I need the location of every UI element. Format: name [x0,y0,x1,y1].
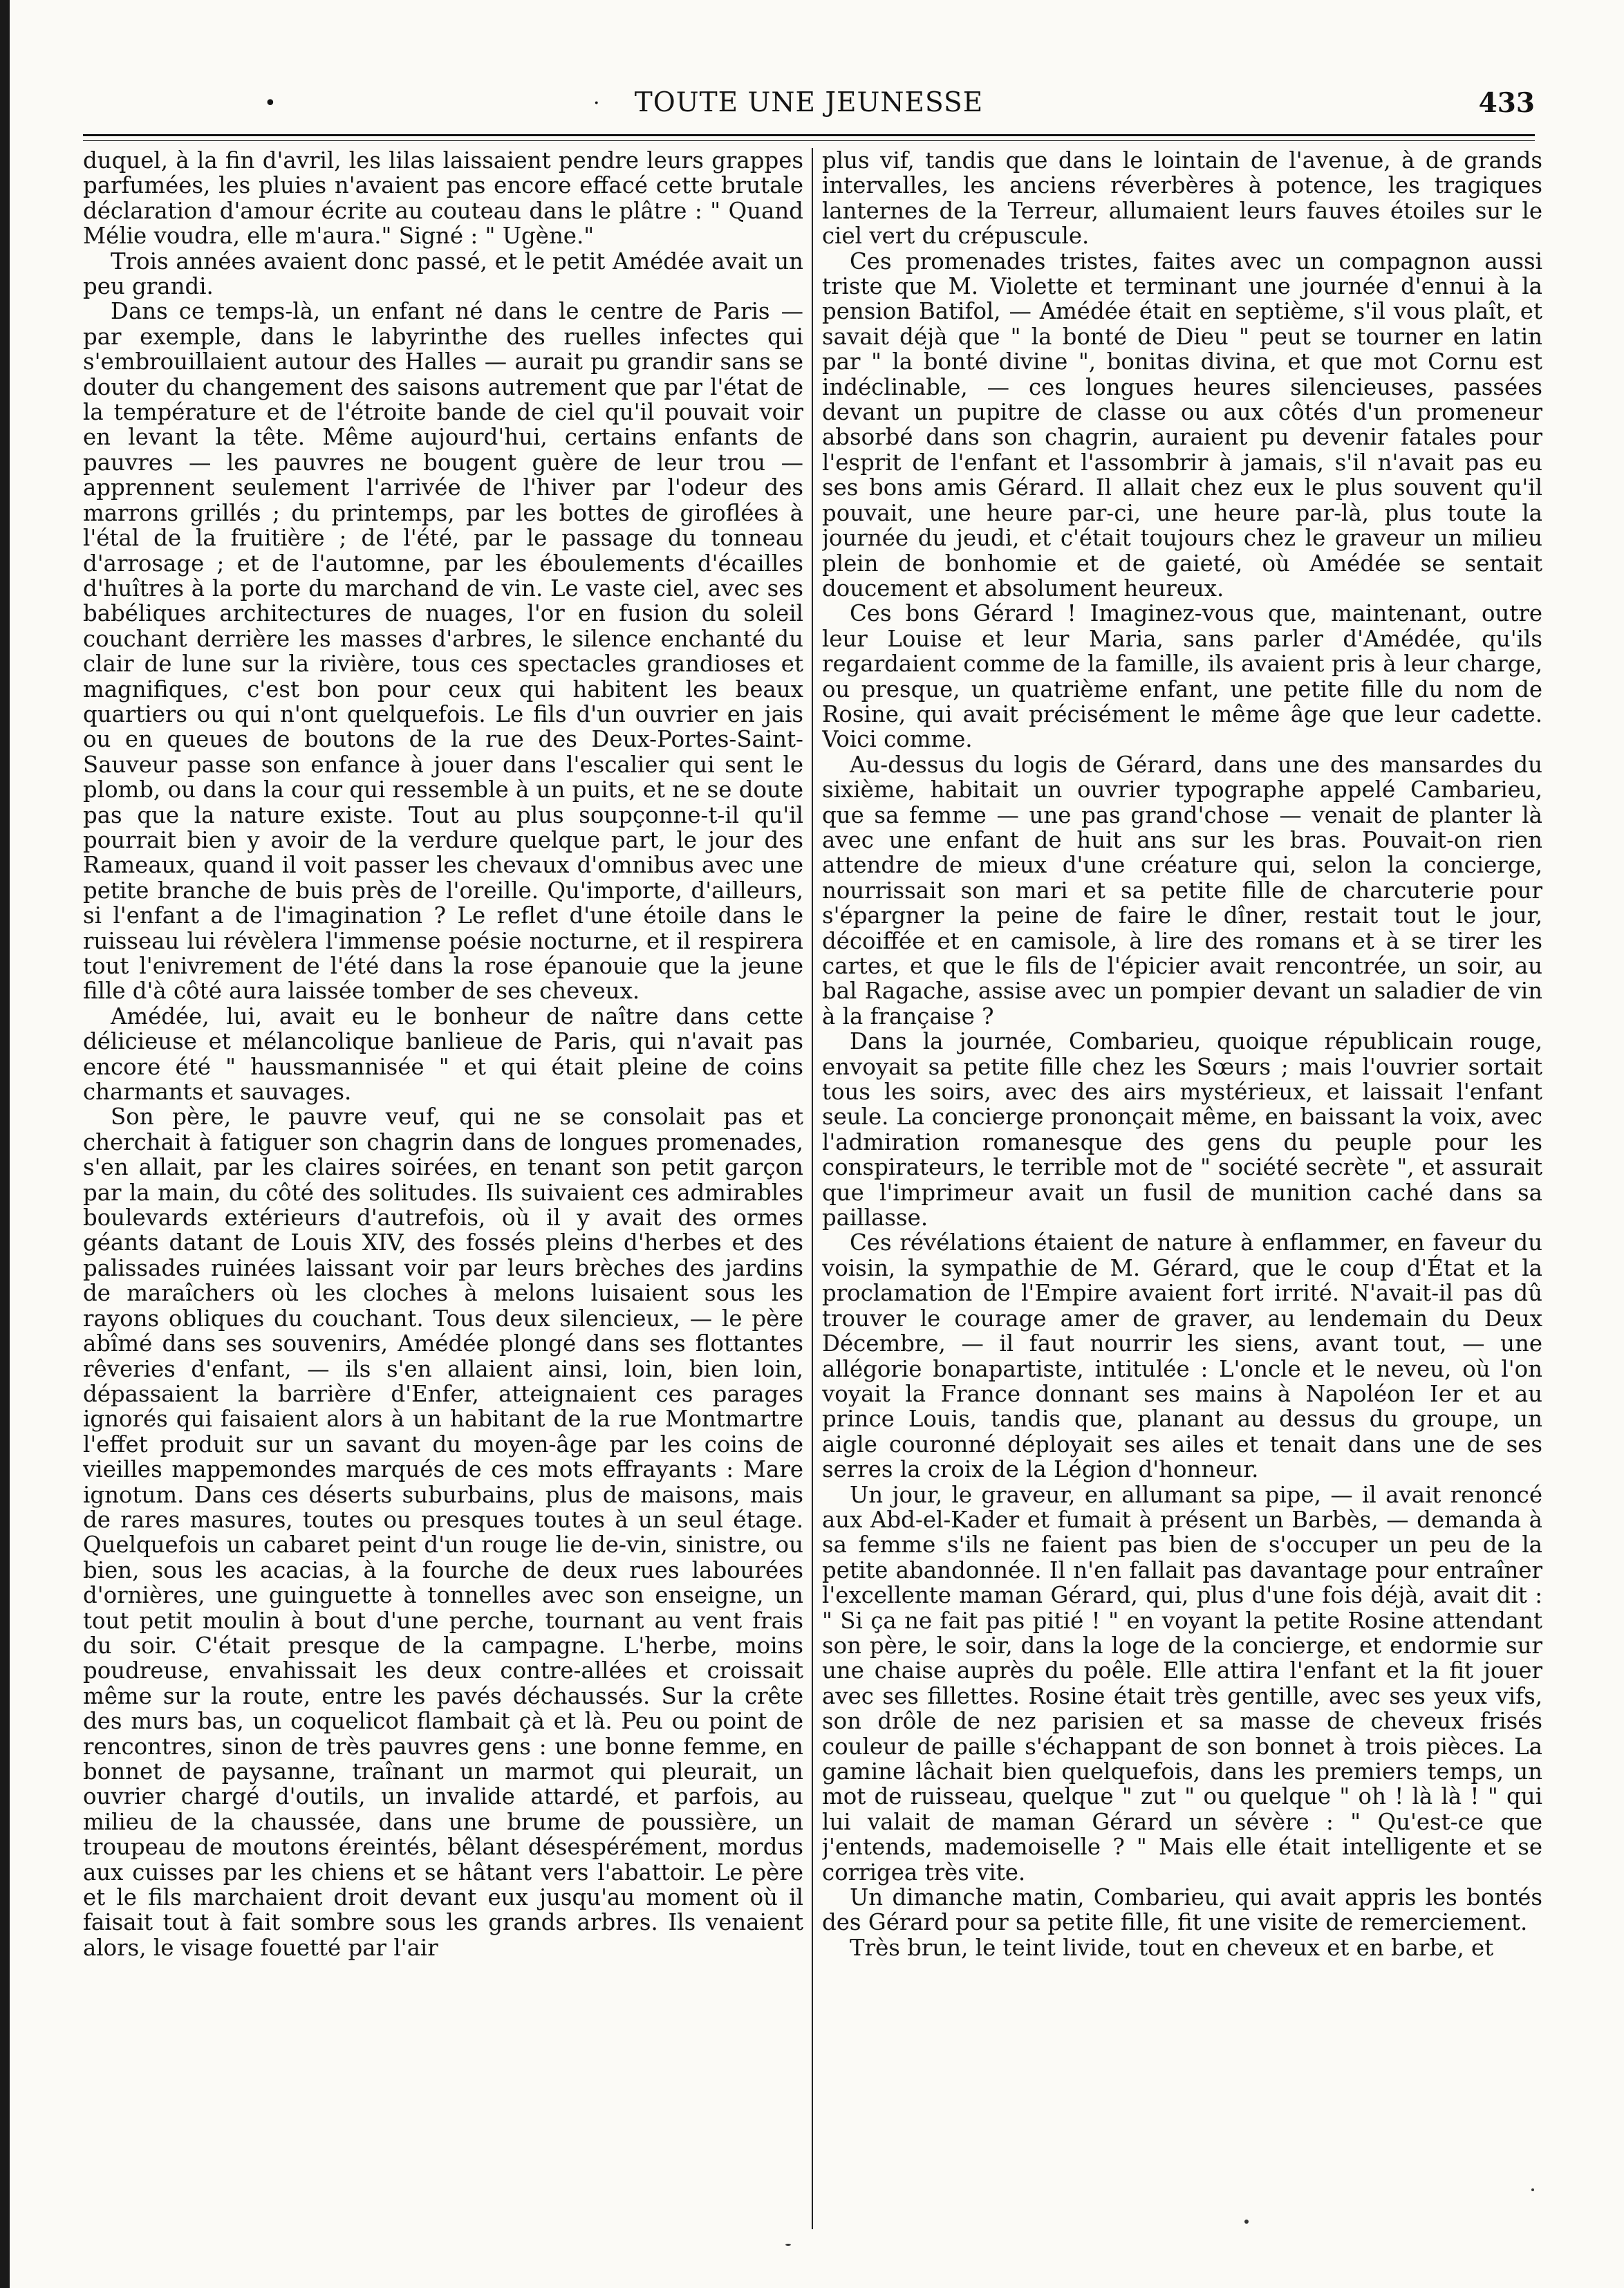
page-header [83,82,1535,130]
paragraph: Un dimanche matin, Combarieu, qui avait appris les bontés des Gérard pour sa petite fille, fit une visite de remerciement. [822,1884,1542,1936]
ornament-dot: · [593,91,600,115]
left-column [83,148,803,2236]
ornament-dot: • [264,91,277,115]
header-rule [83,134,1535,136]
binding-edge [0,0,10,2288]
print-speck [785,2244,791,2246]
right-column [822,148,1542,2236]
paragraph: plus vif, tandis que dans le lointain de l'avenue, à de grands intervalles, les anciens réverbères à potence, les tragiques lanternes de la Terreur, allumaient leurs fauves étoiles sur le ciel vert du crépuscule. [822,148,1542,250]
paragraph: Au-dessus du logis de Gérard, dans une des mansardes du sixième, habitait un ouvrier typographe appelé Cambarieu, que sa femme — une pas grand'chose — venait de planter là avec une enfant de huit ans sur les bras. Pouvait-on rien attendre de mieux d'une créature qui, selon la concierge, nourrissait son mari et sa petite fille de charcuterie pour s'épargner la peine de faire le dîner, restait tout le jour, décoiffée et en camisole, à lire des romans et à se tirer les cartes, et que le fils de l'épicier avait rencontrée, un soir, au bal Ragache, assise avec un pompier devant un saladier de vin à la française ? [822,751,1542,1030]
running-title: TOUTE UNE JEUNESSE [634,87,984,118]
paragraph: Son père, le pauvre veuf, qui ne se consolait pas et cherchait à fatiguer son chagrin dans de longues promenades, s'en allait, par les claires soirées, en tenant son petit garçon par la main, du côté des solitudes. Ils suivaient ces admirables boulevards extérieurs d'autrefois, où il y avait des ormes géants datant de Louis XIV, des fossés pleins d'herbes et des palissades ruinées laissant voir par leurs brèches des jardins de maraîchers où les cloches à melons luisaient sous les rayons obliques du couchant. Tous deux silencieux, — le père abîmé dans ses souvenirs, Amédée plongé dans ses flottantes rêveries d'enfant, — ils s'en allaient ainsi, loin, bien loin, dépassaient la barrière d'Enfer, atteignaient ces parages ignorés qui faisaient alors à un habitant de la rue Montmartre l'effet produit sur un savant du moyen-âge par les coins de vieilles mappemondes marqués de ces mots effrayants : Mare ignotum. Dans ces déserts suburbains, plus de maisons, mais de rares masures, toutes ou presques toutes à un seul étage. Quelquefois un cabaret peint d'un rouge lie de-vin, sinistre, ou bien, sous les acacias, à la fourche de deux rues labourées d'ornières, une guinguette à tonnelles avec son enseigne, un tout petit moulin à bout d'une perche, tournant au vent frais du soir. C'était presque de la campagne. L'herbe, moins poudreuse, envahissait les deux contre-allées et croissait même sur la route, entre les pavés déchaussés. Sur la crête des murs bas, un coquelicot flambait çà et là. Peu ou point de rencontres, sinon de très pauvres gens : une bonne femme, en bonnet de paysanne, traînant un marmot qui pleurait, un ouvrier chargé d'outils, un invalide attardé, et parfois, au milieu de la chaussée, dans une brume de poussière, un troupeau de moutons éreintés, bêlant désespérément, mordus aux cuisses par les chiens et se hâtant vers l'abattoir. Le père et le fils marchaient droit devant eux jusqu'au moment où il faisait tout à fait sombre sous les grands arbres. Ils venaient alors, le visage fouetté par l'air [83,1104,803,1961]
print-speck [1244,2220,1249,2224]
paragraph: Ces bons Gérard ! Imaginez-vous que, maintenant, outre leur Louise et leur Maria, sans parler d'Amédée, qu'ils regardaient comme de la famille, ils avaient pris à leur charge, ou presque, un quatrième enfant, une petite fille du nom de Rosine, qui avait précisément le même âge que leur cadette. Voici comme. [822,600,1542,753]
column-divider [812,148,813,2229]
paragraph: Un jour, le graveur, en allumant sa pipe, — il avait renoncé aux Abd-el-Kader et fumait à présent un Barbès, — demanda à sa femme s'ils ne faient pas bien de s'occuper un peu de la petite abandonnée. Il n'en fallait pas davantage pour entraîner l'excellente maman Gérard, qui, plus d'une fois déjà, avait dit : " Si ça ne fait pas pitié ! " en voyant la petite Rosine attendant son père, le soir, dans la loge de la concierge, et endormie sur une chaise auprès du poêle. Elle attira l'enfant et la fit jouer avec ses fillettes. Rosine était très gentille, avec ses yeux vifs, son drôle de nez parisien et sa masse de cheveux frisés couleur de paille s'échappant de son bonnet à trois pièces. La gamine lâchait bien quelquefois, dans les premiers temps, un mot de ruisseau, quelque " zut " ou quelque " oh ! là là ! " qui lui valait de maman Gérard un sévère : " Qu'est-ce que j'entends, mademoiselle ? " Mais elle était intelligente et se corrigea très vite. [822,1481,1542,1886]
paragraph: duquel, à la fin d'avril, les lilas laissaient pendre leurs grappes parfumées, les pluies n'avaient pas encore effacé cette brutale déclaration d'amour écrite au couteau dans le plâtre : " Quand Mélie voudra, elle m'aura." Signé : " Ugène." [83,148,803,250]
paragraph: Très brun, le teint livide, tout en cheveux et en barbe, et [850,1934,1494,1961]
paragraph: Amédée, lui, avait eu le bonheur de naître dans cette délicieuse et mélancolique banlieue de Paris, qui n'avait pas encore été " haussmannisée " et qui était pleine de coins charmants et sauvages. [83,1003,803,1106]
paragraph: Dans la journée, Combarieu, quoique républicain rouge, envoyait sa petite fille chez les Sœurs ; mais l'ouvrier sortait tous les soirs, avec des airs mystérieux, et laissait l'enfant seule. La concierge prononçait même, en baissant la voix, avec l'admiration romanesque des gens du peuple pour les conspirateurs, le terrible mot de " société secrète ", et assurait que l'imprimeur avait un fusil de munition caché dans sa paillasse. [822,1028,1542,1231]
paragraph: Trois années avaient donc passé, et le petit Amédée avait un peu grandi. [83,248,803,300]
paragraph: Dans ce temps-là, un enfant né dans le centre de Paris — par exemple, dans le labyrinthe des ruelles infectes qui s'embrouillaient autour des Halles — aurait pu grandir sans se douter du changement des saisons autrement que par l'état de la température et de l'étroite bande de ciel qu'il pouvait voir en levant la tête. Même aujourd'hui, certains enfants de pauvres — les pauvres ne bougent guère de leur trou — apprennent seulement l'arrivée de l'hiver par l'odeur des marrons grillés ; du printemps, par les bottes de giroflées à l'étal de la fruitière ; de l'été, par le passage du tonneau d'arrosage ; et de l'automne, par les éboulements d'écailles d'huîtres à la porte du marchand de vin. Le vaste ciel, avec ses babéliques architectures de nuages, l'or en fusion du soleil couchant derrière les masses d'arbres, le silence enchanté du clair de lune sur la rivière, tous ces spectacles grandioses et magnifiques, c'est bon pour ceux qui habitent les beaux quartiers ou qui n'ont quelquefois. Le fils d'un ouvrier en jais ou en queues de boutons de la rue des Deux-Portes-Saint-Sauveur passe son enfance à jouer dans l'escalier qui sent le plomb, ou dans la cour qui ressemble à un puits, et ne se doute pas que la nature existe. Tout au plus soupçonne-t-il qu'il pourrait bien y avoir de la verdure quelque part, le jour des Rameaux, quand il voit passer les chevaux d'omnibus avec une petite branche de buis près de l'oreille. Qu'importe, d'ailleurs, si l'enfant a de l'imagination ? Le reflet d'une étoile dans le ruisseau lui révèlera l'immense poésie nocturne, et il respirera tout l'enivrement de l'été dans la rose épanouie que la jeune fille d'à côté aura laissée tomber de ses cheveux. [83,298,803,1005]
header-rule-thin [83,140,1535,141]
print-speck [1531,2188,1534,2191]
paragraph: Ces révélations étaient de nature à enflammer, en faveur du voisin, la sympathie de M. Gérard, que le coup d'État et la proclamation de l'Empire avaient fort irrité. N'avait-il pas dû trouver le courage amer de graver, au lendemain du Deux Décembre, — il faut nourrir les siens, avant tout, — une allégorie bonapartiste, intitulée : L'oncle et le neveu, où l'on voyait la France donnant ses mains à Napoléon Ier et au prince Louis, tandis que, planant au dessus du groupe, un aigle couronné déployait ses ailes et tenait dans une de ses serres la croix de la Légion d'honneur. [822,1229,1542,1483]
page-number: 433 [1478,87,1535,119]
paragraph: Ces promenades tristes, faites avec un compagnon aussi triste que M. Violette et terminant une journée d'ennui à la pension Batifol, — Amédée était en septième, s'il vous plaît, et savait déjà que " la bonté de Dieu " peut se tourner en latin par " la bonté divine ", bonitas divina, et que mot Cornu est indéclinable, — ces longues heures silencieuses, passées devant un pupitre de classe ou aux côtés d'un promeneur absorbé dans son chagrin, auraient pu devenir fatales pour l'esprit de l'enfant et l'assombrir à jamais, s'il n'avait pas eu ses bons amis Gérard. Il allait chez eux le plus souvent qu'il pouvait, une heure par-ci, une heure par-là, plus toute la journée du jeudi, et c'était toujours chez le graveur un milieu plein de bonhomie et de gaieté, où Amédée se sentait doucement et absolument heureux. [822,248,1542,602]
